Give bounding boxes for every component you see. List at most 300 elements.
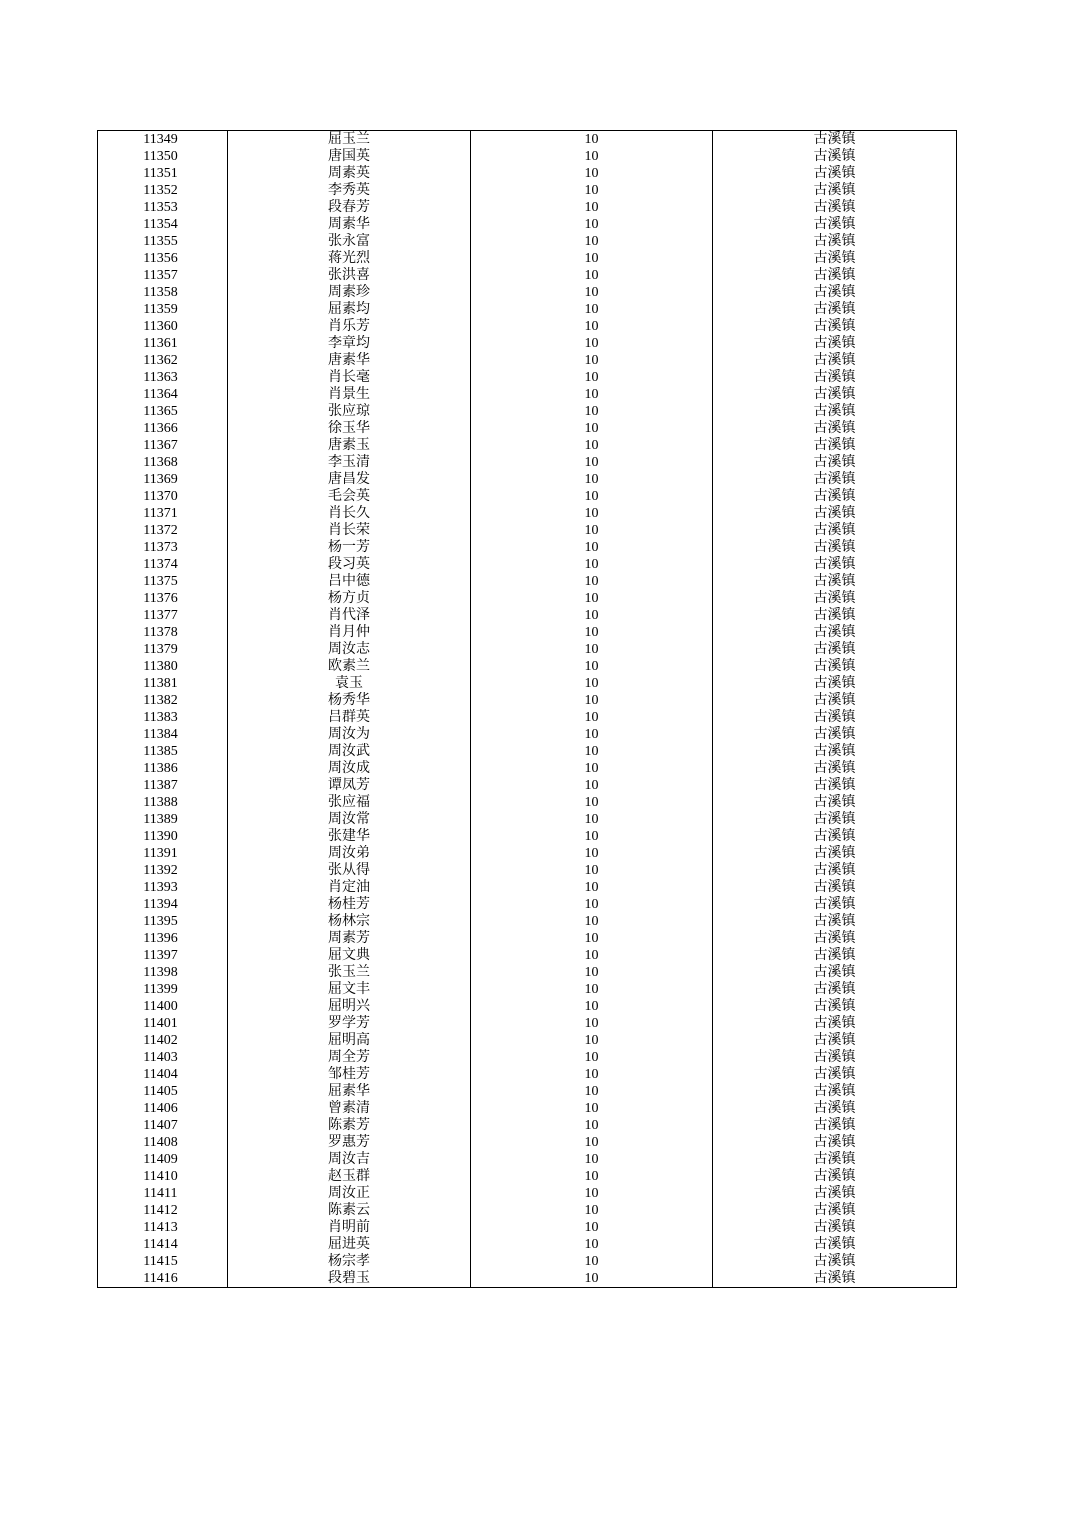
cell-name: 屈素华 [228,1083,471,1100]
cell-name: 李玉清 [228,454,471,471]
cell-amount: 10 [471,454,713,471]
cell-name: 肖代泽 [228,607,471,624]
cell-amount: 10 [471,1270,713,1288]
cell-town: 古溪镇 [713,760,957,777]
cell-name: 周素芳 [228,930,471,947]
cell-id: 11383 [98,709,228,726]
cell-amount: 10 [471,981,713,998]
cell-amount: 10 [471,182,713,199]
cell-id: 11372 [98,522,228,539]
cell-town: 古溪镇 [713,352,957,369]
cell-name: 杨宗孝 [228,1253,471,1270]
table-row [98,471,957,488]
cell-name: 陈素云 [228,1202,471,1219]
cell-id: 11415 [98,1253,228,1270]
cell-id: 11403 [98,1049,228,1066]
cell-town: 古溪镇 [713,811,957,828]
cell-id: 11401 [98,1015,228,1032]
table-row [98,216,957,233]
cell-id: 11392 [98,862,228,879]
table-row [98,1049,957,1066]
cell-amount: 10 [471,862,713,879]
cell-amount: 10 [471,335,713,352]
cell-town: 古溪镇 [713,862,957,879]
cell-name: 周汝吉 [228,1151,471,1168]
cell-town: 古溪镇 [713,522,957,539]
table-row [98,879,957,896]
table-row [98,301,957,318]
table-row [98,964,957,981]
cell-amount: 10 [471,301,713,318]
cell-id: 11382 [98,692,228,709]
cell-town: 古溪镇 [713,658,957,675]
table-row [98,811,957,828]
table-row [98,1253,957,1270]
cell-town: 古溪镇 [713,896,957,913]
cell-id: 11407 [98,1117,228,1134]
table-row [98,624,957,641]
cell-town: 古溪镇 [713,930,957,947]
cell-town: 古溪镇 [713,250,957,267]
cell-town: 古溪镇 [713,284,957,301]
cell-id: 11350 [98,148,228,165]
cell-name: 唐素华 [228,352,471,369]
table-row [98,845,957,862]
cell-amount: 10 [471,165,713,182]
cell-town: 古溪镇 [713,1151,957,1168]
cell-name: 段春芳 [228,199,471,216]
cell-town: 古溪镇 [713,624,957,641]
cell-amount: 10 [471,607,713,624]
table-body [98,131,957,1288]
cell-amount: 10 [471,233,713,250]
cell-town: 古溪镇 [713,726,957,743]
cell-amount: 10 [471,1168,713,1185]
cell-name: 赵玉群 [228,1168,471,1185]
cell-town: 古溪镇 [713,437,957,454]
cell-town: 古溪镇 [713,216,957,233]
cell-amount: 10 [471,250,713,267]
cell-amount: 10 [471,284,713,301]
cell-amount: 10 [471,148,713,165]
cell-id: 11368 [98,454,228,471]
cell-amount: 10 [471,964,713,981]
cell-name: 屈明兴 [228,998,471,1015]
cell-id: 11358 [98,284,228,301]
cell-amount: 10 [471,352,713,369]
cell-name: 肖定油 [228,879,471,896]
table-row [98,403,957,420]
cell-id: 11409 [98,1151,228,1168]
cell-id: 11363 [98,369,228,386]
cell-name: 屈明高 [228,1032,471,1049]
table-row [98,760,957,777]
cell-id: 11365 [98,403,228,420]
cell-id: 11411 [98,1185,228,1202]
cell-id: 11362 [98,352,228,369]
cell-amount: 10 [471,1049,713,1066]
cell-amount: 10 [471,1015,713,1032]
cell-name: 周汝常 [228,811,471,828]
table-row [98,131,957,149]
cell-town: 古溪镇 [713,1134,957,1151]
table-row [98,1236,957,1253]
table-row [98,352,957,369]
cell-id: 11353 [98,199,228,216]
cell-town: 古溪镇 [713,1168,957,1185]
cell-name: 肖明前 [228,1219,471,1236]
cell-amount: 10 [471,369,713,386]
table-row [98,1117,957,1134]
cell-name: 张从得 [228,862,471,879]
cell-amount: 10 [471,998,713,1015]
table-row [98,862,957,879]
table-row [98,318,957,335]
cell-name: 肖长荣 [228,522,471,539]
cell-town: 古溪镇 [713,1083,957,1100]
cell-amount: 10 [471,1219,713,1236]
cell-id: 11413 [98,1219,228,1236]
cell-id: 11414 [98,1236,228,1253]
table-row [98,573,957,590]
cell-amount: 10 [471,318,713,335]
cell-amount: 10 [471,658,713,675]
cell-amount: 10 [471,199,713,216]
cell-name: 张应福 [228,794,471,811]
table-row [98,165,957,182]
table-row [98,539,957,556]
table-row [98,1015,957,1032]
cell-name: 吕群英 [228,709,471,726]
data-table [97,130,957,1288]
cell-id: 11387 [98,777,228,794]
cell-id: 11361 [98,335,228,352]
cell-id: 11406 [98,1100,228,1117]
cell-town: 古溪镇 [713,301,957,318]
cell-town: 古溪镇 [713,369,957,386]
cell-id: 11405 [98,1083,228,1100]
table-row [98,182,957,199]
table-row [98,913,957,930]
cell-name: 杨秀华 [228,692,471,709]
cell-id: 11375 [98,573,228,590]
cell-town: 古溪镇 [713,539,957,556]
cell-id: 11377 [98,607,228,624]
table-row [98,607,957,624]
table-row [98,556,957,573]
table-row [98,437,957,454]
cell-name: 周汝成 [228,760,471,777]
cell-town: 古溪镇 [713,692,957,709]
table-row [98,1066,957,1083]
cell-town: 古溪镇 [713,199,957,216]
table-row [98,675,957,692]
cell-name: 杨方贞 [228,590,471,607]
cell-amount: 10 [471,1117,713,1134]
cell-name: 欧素兰 [228,658,471,675]
cell-id: 11385 [98,743,228,760]
cell-town: 古溪镇 [713,675,957,692]
cell-name: 肖乐芳 [228,318,471,335]
table-row [98,658,957,675]
cell-name: 毛会英 [228,488,471,505]
cell-town: 古溪镇 [713,1270,957,1288]
table-row [98,1100,957,1117]
table-row [98,250,957,267]
cell-town: 古溪镇 [713,845,957,862]
cell-amount: 10 [471,471,713,488]
cell-amount: 10 [471,505,713,522]
table-row [98,488,957,505]
cell-town: 古溪镇 [713,1236,957,1253]
cell-name: 唐国英 [228,148,471,165]
cell-town: 古溪镇 [713,590,957,607]
cell-id: 11379 [98,641,228,658]
table-row [98,1202,957,1219]
table-row [98,284,957,301]
table-row [98,335,957,352]
table-row [98,709,957,726]
cell-name: 周汝为 [228,726,471,743]
table-row [98,1134,957,1151]
cell-id: 11376 [98,590,228,607]
cell-town: 古溪镇 [713,1049,957,1066]
table-row [98,692,957,709]
cell-amount: 10 [471,624,713,641]
cell-town: 古溪镇 [713,573,957,590]
cell-id: 11364 [98,386,228,403]
table-row [98,590,957,607]
cell-id: 11378 [98,624,228,641]
table-row [98,726,957,743]
cell-town: 古溪镇 [713,335,957,352]
table-row [98,1270,957,1288]
cell-amount: 10 [471,930,713,947]
cell-name: 徐玉华 [228,420,471,437]
cell-name: 张洪喜 [228,267,471,284]
cell-town: 古溪镇 [713,318,957,335]
cell-amount: 10 [471,1236,713,1253]
cell-town: 古溪镇 [713,709,957,726]
cell-amount: 10 [471,522,713,539]
cell-name: 李秀英 [228,182,471,199]
cell-id: 11391 [98,845,228,862]
cell-id: 11393 [98,879,228,896]
cell-id: 11370 [98,488,228,505]
cell-amount: 10 [471,420,713,437]
cell-name: 周汝正 [228,1185,471,1202]
cell-name: 屈文典 [228,947,471,964]
cell-amount: 10 [471,556,713,573]
table-row [98,1219,957,1236]
table-row [98,1168,957,1185]
cell-amount: 10 [471,573,713,590]
table-row [98,505,957,522]
cell-id: 11408 [98,1134,228,1151]
cell-town: 古溪镇 [713,641,957,658]
cell-amount: 10 [471,1100,713,1117]
cell-town: 古溪镇 [713,794,957,811]
cell-name: 谭凤芳 [228,777,471,794]
table-row [98,777,957,794]
table-row [98,998,957,1015]
cell-town: 古溪镇 [713,556,957,573]
cell-town: 古溪镇 [713,1185,957,1202]
table-row [98,981,957,998]
cell-id: 11416 [98,1270,228,1288]
cell-town: 古溪镇 [713,998,957,1015]
cell-name: 周素英 [228,165,471,182]
cell-town: 古溪镇 [713,505,957,522]
table-row [98,420,957,437]
table-row [98,743,957,760]
cell-name: 张玉兰 [228,964,471,981]
cell-amount: 10 [471,641,713,658]
cell-id: 11412 [98,1202,228,1219]
cell-town: 古溪镇 [713,1100,957,1117]
cell-town: 古溪镇 [713,1066,957,1083]
cell-name: 张永富 [228,233,471,250]
cell-name: 曾素清 [228,1100,471,1117]
cell-town: 古溪镇 [713,1219,957,1236]
cell-amount: 10 [471,590,713,607]
cell-id: 11390 [98,828,228,845]
cell-name: 杨林宗 [228,913,471,930]
cell-amount: 10 [471,539,713,556]
cell-amount: 10 [471,675,713,692]
cell-id: 11351 [98,165,228,182]
cell-amount: 10 [471,913,713,930]
cell-town: 古溪镇 [713,743,957,760]
table-row [98,454,957,471]
cell-amount: 10 [471,1032,713,1049]
cell-amount: 10 [471,828,713,845]
cell-town: 古溪镇 [713,131,957,149]
cell-id: 11410 [98,1168,228,1185]
cell-amount: 10 [471,692,713,709]
cell-amount: 10 [471,879,713,896]
cell-town: 古溪镇 [713,182,957,199]
cell-amount: 10 [471,131,713,149]
cell-id: 11349 [98,131,228,149]
cell-name: 唐昌发 [228,471,471,488]
cell-name: 肖景生 [228,386,471,403]
cell-amount: 10 [471,896,713,913]
cell-name: 屈文丰 [228,981,471,998]
cell-amount: 10 [471,216,713,233]
cell-amount: 10 [471,947,713,964]
cell-id: 11371 [98,505,228,522]
cell-name: 段习英 [228,556,471,573]
table-row [98,947,957,964]
cell-town: 古溪镇 [713,1253,957,1270]
cell-name: 杨一芳 [228,539,471,556]
table-row [98,199,957,216]
cell-town: 古溪镇 [713,879,957,896]
cell-town: 古溪镇 [713,267,957,284]
cell-amount: 10 [471,1066,713,1083]
table-row [98,1032,957,1049]
cell-id: 11367 [98,437,228,454]
cell-town: 古溪镇 [713,488,957,505]
cell-town: 古溪镇 [713,1032,957,1049]
cell-town: 古溪镇 [713,964,957,981]
cell-amount: 10 [471,743,713,760]
cell-amount: 10 [471,1253,713,1270]
cell-name: 周素珍 [228,284,471,301]
cell-amount: 10 [471,267,713,284]
cell-town: 古溪镇 [713,1202,957,1219]
cell-amount: 10 [471,1202,713,1219]
cell-name: 罗学芳 [228,1015,471,1032]
cell-id: 11404 [98,1066,228,1083]
cell-amount: 10 [471,1134,713,1151]
cell-id: 11369 [98,471,228,488]
cell-name: 李章均 [228,335,471,352]
cell-town: 古溪镇 [713,165,957,182]
cell-town: 古溪镇 [713,913,957,930]
cell-town: 古溪镇 [713,607,957,624]
cell-amount: 10 [471,760,713,777]
cell-town: 古溪镇 [713,403,957,420]
cell-amount: 10 [471,386,713,403]
cell-amount: 10 [471,726,713,743]
cell-id: 11352 [98,182,228,199]
cell-id: 11384 [98,726,228,743]
table-row [98,1185,957,1202]
cell-town: 古溪镇 [713,828,957,845]
cell-amount: 10 [471,488,713,505]
cell-name: 肖长毫 [228,369,471,386]
cell-name: 屈素均 [228,301,471,318]
cell-name: 蒋光烈 [228,250,471,267]
cell-name: 周素华 [228,216,471,233]
table-row [98,1083,957,1100]
table-row [98,930,957,947]
cell-id: 11398 [98,964,228,981]
cell-id: 11354 [98,216,228,233]
cell-id: 11355 [98,233,228,250]
cell-name: 周汝武 [228,743,471,760]
cell-name: 段碧玉 [228,1270,471,1288]
cell-id: 11388 [98,794,228,811]
cell-town: 古溪镇 [713,777,957,794]
table-row [98,641,957,658]
cell-town: 古溪镇 [713,148,957,165]
cell-id: 11402 [98,1032,228,1049]
cell-name: 陈素芳 [228,1117,471,1134]
cell-id: 11381 [98,675,228,692]
cell-name: 周全芳 [228,1049,471,1066]
cell-amount: 10 [471,709,713,726]
cell-town: 古溪镇 [713,1117,957,1134]
table-row [98,369,957,386]
cell-id: 11359 [98,301,228,318]
cell-name: 杨桂芳 [228,896,471,913]
cell-town: 古溪镇 [713,454,957,471]
cell-name: 屈进英 [228,1236,471,1253]
cell-id: 11400 [98,998,228,1015]
cell-name: 袁玉 [228,675,471,692]
cell-id: 11394 [98,896,228,913]
table-row [98,522,957,539]
cell-id: 11399 [98,981,228,998]
cell-town: 古溪镇 [713,947,957,964]
cell-amount: 10 [471,811,713,828]
cell-id: 11396 [98,930,228,947]
cell-name: 吕中德 [228,573,471,590]
cell-town: 古溪镇 [713,471,957,488]
